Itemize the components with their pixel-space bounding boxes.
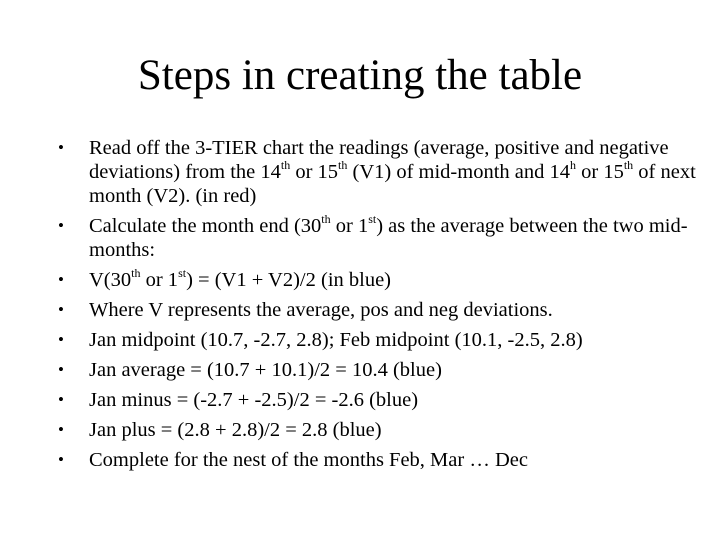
bullet-item bbox=[58, 418, 698, 442]
bullet-text bbox=[89, 358, 698, 382]
superscript: th bbox=[280, 158, 291, 173]
bullet-item bbox=[58, 268, 698, 292]
text-run: ) = (V1 + V2)/2 (in blue) bbox=[186, 269, 392, 291]
bullet-icon: • bbox=[58, 420, 64, 439]
text-run: Jan plus = (2.8 + 2.8)/2 = 2.8 (blue) bbox=[89, 419, 382, 441]
bullet-icon: • bbox=[58, 390, 64, 409]
bullet-icon: • bbox=[58, 450, 64, 469]
superscript: th bbox=[623, 158, 634, 173]
text-run: or 1 bbox=[330, 215, 369, 237]
bullet-text bbox=[89, 328, 698, 352]
text-run: of next month (V2). (in red) bbox=[89, 161, 696, 207]
text-run: Jan minus = (-2.7 + -2.5)/2 = -2.6 (blue) bbox=[89, 389, 419, 411]
bullet-text bbox=[89, 418, 698, 442]
text-run: or 1 bbox=[140, 269, 179, 291]
bullet-icon: • bbox=[58, 270, 64, 289]
bullet-list bbox=[58, 136, 698, 478]
bullet-text bbox=[89, 448, 698, 472]
bullet-text bbox=[89, 136, 698, 208]
text-run: or 15 bbox=[290, 161, 339, 183]
text-run: or 15 bbox=[576, 161, 624, 183]
bullet-text bbox=[89, 268, 698, 292]
text-run: (V1) of mid-month and 14 bbox=[347, 161, 570, 183]
bullet-item bbox=[58, 448, 698, 472]
superscript: st bbox=[178, 266, 187, 281]
text-run: Jan average = (10.7 + 10.1)/2 = 10.4 (blue) bbox=[89, 359, 442, 381]
bullet-item bbox=[58, 136, 698, 208]
bullet-icon: • bbox=[58, 216, 64, 235]
text-run: ) as the average between the two mid-months: bbox=[89, 215, 688, 261]
bullet-text bbox=[89, 214, 698, 262]
bullet-item bbox=[58, 298, 698, 322]
text-run: Calculate the month end (30 bbox=[89, 215, 322, 237]
superscript: th bbox=[131, 266, 141, 281]
text-run: V(30 bbox=[89, 269, 132, 291]
text-run: Complete for the nest of the months Feb, Mar … Dec bbox=[89, 449, 528, 471]
slide-title: Steps in creating the table bbox=[137, 52, 583, 99]
bullet-item bbox=[58, 388, 698, 412]
text-run: Where V represents the average, pos and neg deviations. bbox=[89, 299, 553, 321]
bullet-icon: • bbox=[58, 360, 64, 379]
superscript: th bbox=[338, 158, 348, 173]
text-run: Read off the 3-TIER chart the readings (average, positive and negative deviations) from the 14 bbox=[89, 137, 669, 183]
bullet-icon: • bbox=[58, 138, 64, 157]
text-run: Jan midpoint (10.7, -2.7, 2.8); Feb midpoint (10.1, -2.5, 2.8) bbox=[89, 329, 583, 351]
bullet-item bbox=[58, 358, 698, 382]
superscript: h bbox=[570, 158, 576, 173]
superscript: st bbox=[368, 212, 377, 227]
bullet-item bbox=[58, 214, 698, 262]
bullet-text bbox=[89, 298, 698, 322]
bullet-item bbox=[58, 328, 698, 352]
superscript: th bbox=[321, 212, 331, 227]
bullet-icon: • bbox=[58, 300, 64, 319]
bullet-icon: • bbox=[58, 330, 64, 349]
bullet-text bbox=[89, 388, 698, 412]
